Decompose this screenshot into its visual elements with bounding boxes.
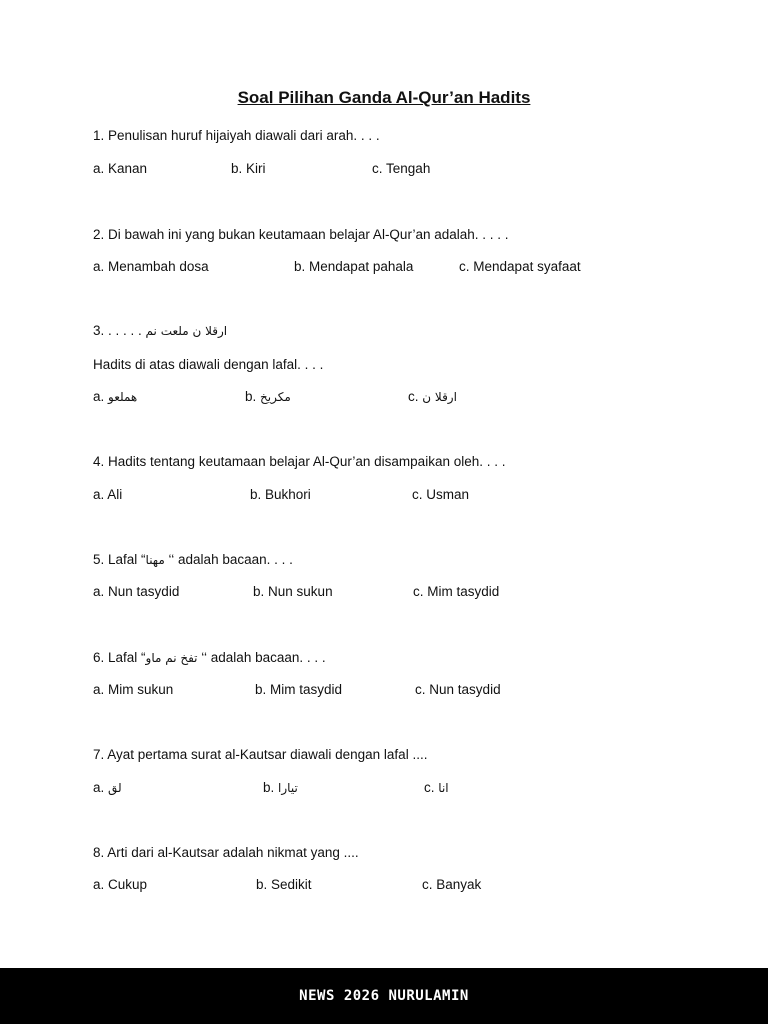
question-1-option-a: a. Kanan [93, 161, 148, 176]
question-6-arabic: تفخ نم ماو [145, 651, 198, 665]
question-2-option-c: c. Mendapat syafaat [459, 259, 581, 274]
question-5-option-a: a. Nun tasydid [93, 584, 180, 599]
question-3-subtext: Hadits di atas diawali dengan lafal. . . . [93, 357, 324, 372]
question-3-text: 3. . . . . . ارقلا ن ملعت نم [93, 323, 228, 338]
question-3-arabic: ارقلا ن ملعت نم [145, 324, 228, 338]
question-4-option-a: a. Ali [93, 487, 123, 502]
question-1-option-c: c. Tengah [372, 161, 431, 176]
worksheet-title: Soal Pilihan Ganda Al-Qur’an Hadits [237, 88, 531, 107]
question-6-option-b: b. Mim tasydid [255, 682, 343, 697]
question-2-text: 2. Di bawah ini yang bukan keutamaan belajar Al-Qur’an adalah. . . . . [93, 227, 509, 242]
footer-banner [0, 968, 768, 1024]
question-4-text: 4. Hadits tentang keutamaan belajar Al-Qur’an disampaikan oleh. . . . [93, 454, 506, 469]
question-7-option-b: b. تيارا [263, 780, 298, 795]
question-5-option-b: b. Nun sukun [253, 584, 333, 599]
question-3-option-c: c. ارقلا ن [408, 389, 457, 404]
question-5-arabic: مهنا [145, 553, 165, 567]
question-4-option-c: c. Usman [412, 487, 470, 502]
footer-text: NEWS 2026 NURULAMIN [299, 988, 469, 1004]
question-3-option-b: b. مكريخ [245, 389, 291, 404]
question-7-option-c: c. انا [424, 780, 449, 795]
question-4-option-b: b. Bukhori [250, 487, 311, 502]
question-1-option-b: b. Kiri [231, 161, 266, 176]
question-8-option-a: a. Cukup [93, 877, 148, 892]
question-6-text: 6. Lafal “تفخ نم ماو ‘‘ adalah bacaan. . . . [93, 650, 326, 665]
question-5-text: 5. Lafal “مهنا ‘‘ adalah bacaan. . . . [93, 552, 293, 567]
question-8-option-b: b. Sedikit [256, 877, 312, 892]
question-6-option-a: a. Mim sukun [93, 682, 174, 697]
question-2-option-a: a. Menambah dosa [93, 259, 209, 274]
question-2-option-b: b. Mendapat pahala [294, 259, 414, 274]
question-1-text: 1. Penulisan huruf hijaiyah diawali dari arah. . . . [93, 128, 380, 143]
question-6-option-c: c. Nun tasydid [415, 682, 501, 697]
question-8-text: 8. Arti dari al-Kautsar adalah nikmat yang .... [93, 845, 359, 860]
question-7-text: 7. Ayat pertama surat al-Kautsar diawali dengan lafal .... [93, 747, 428, 762]
question-8-option-c: c. Banyak [422, 877, 482, 892]
question-3-option-a: a. هملعو [93, 389, 138, 404]
question-5-option-c: c. Mim tasydid [413, 584, 500, 599]
question-7-option-a: a. لق [93, 780, 122, 795]
